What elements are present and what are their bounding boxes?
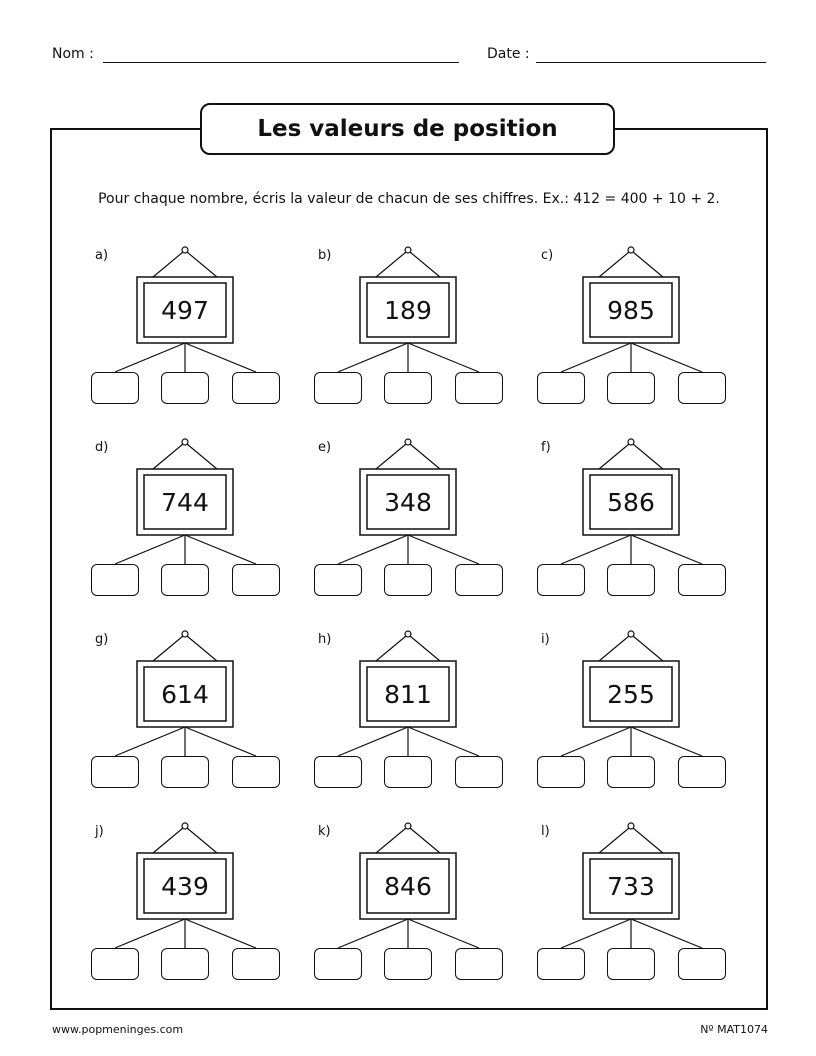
- item-label: l): [541, 824, 550, 839]
- hundreds-answer-box[interactable]: [91, 564, 139, 596]
- number-value: 439: [161, 871, 209, 901]
- units-answer-box[interactable]: [455, 756, 503, 788]
- units-answer-box[interactable]: [678, 372, 726, 404]
- item-label: f): [541, 440, 551, 455]
- units-answer-box[interactable]: [455, 564, 503, 596]
- place-value-item: [526, 624, 726, 794]
- item-label: i): [541, 632, 550, 647]
- number-value: 189: [384, 295, 432, 325]
- tens-answer-box[interactable]: [161, 564, 209, 596]
- website-link: www.popmeninges.com: [52, 1023, 184, 1036]
- units-answer-box[interactable]: [678, 756, 726, 788]
- place-value-item: [526, 816, 726, 986]
- number-value: 255: [607, 679, 655, 709]
- hundreds-answer-box[interactable]: [314, 372, 362, 404]
- place-value-item: [303, 816, 503, 986]
- name-field[interactable]: [103, 62, 459, 63]
- place-value-item: [303, 624, 503, 794]
- name-label: Nom :: [52, 46, 94, 62]
- units-answer-box[interactable]: [232, 948, 280, 980]
- tens-answer-box[interactable]: [607, 372, 655, 404]
- hundreds-answer-box[interactable]: [537, 372, 585, 404]
- units-answer-box[interactable]: [232, 564, 280, 596]
- tens-answer-box[interactable]: [607, 564, 655, 596]
- number-value: 497: [161, 295, 209, 325]
- date-field[interactable]: [536, 62, 766, 63]
- number-value: 614: [161, 679, 209, 709]
- hundreds-answer-box[interactable]: [91, 372, 139, 404]
- hundreds-answer-box[interactable]: [91, 948, 139, 980]
- number-value: 586: [607, 487, 655, 517]
- units-answer-box[interactable]: [455, 372, 503, 404]
- item-label: g): [95, 632, 109, 647]
- tens-answer-box[interactable]: [607, 948, 655, 980]
- item-label: b): [318, 248, 332, 263]
- place-value-item: [80, 240, 280, 410]
- place-value-item: [80, 816, 280, 986]
- tens-answer-box[interactable]: [161, 756, 209, 788]
- units-answer-box[interactable]: [678, 948, 726, 980]
- number-value: 733: [607, 871, 655, 901]
- hundreds-answer-box[interactable]: [314, 756, 362, 788]
- tens-answer-box[interactable]: [161, 372, 209, 404]
- number-value: 811: [384, 679, 432, 709]
- worksheet-title: Les valeurs de position: [200, 103, 615, 155]
- units-answer-box[interactable]: [232, 756, 280, 788]
- item-label: d): [95, 440, 109, 455]
- date-label: Date :: [487, 46, 530, 62]
- units-answer-box[interactable]: [232, 372, 280, 404]
- number-value: 846: [384, 871, 432, 901]
- tens-answer-box[interactable]: [607, 756, 655, 788]
- place-value-item: [303, 240, 503, 410]
- place-value-item: [80, 624, 280, 794]
- item-label: c): [541, 248, 554, 263]
- tens-answer-box[interactable]: [384, 372, 432, 404]
- place-value-item: [526, 432, 726, 602]
- item-label: a): [95, 248, 109, 263]
- hundreds-answer-box[interactable]: [537, 564, 585, 596]
- hundreds-answer-box[interactable]: [314, 564, 362, 596]
- number-value: 985: [607, 295, 655, 325]
- item-label: k): [318, 824, 331, 839]
- hundreds-answer-box[interactable]: [314, 948, 362, 980]
- item-label: h): [318, 632, 332, 647]
- units-answer-box[interactable]: [678, 564, 726, 596]
- tens-answer-box[interactable]: [161, 948, 209, 980]
- number-value: 744: [161, 487, 209, 517]
- place-value-item: [303, 432, 503, 602]
- tens-answer-box[interactable]: [384, 948, 432, 980]
- number-value: 348: [384, 487, 432, 517]
- tens-answer-box[interactable]: [384, 564, 432, 596]
- place-value-item: [80, 432, 280, 602]
- hundreds-answer-box[interactable]: [91, 756, 139, 788]
- item-label: j): [95, 824, 104, 839]
- item-label: e): [318, 440, 332, 455]
- hundreds-answer-box[interactable]: [537, 948, 585, 980]
- tens-answer-box[interactable]: [384, 756, 432, 788]
- instructions: Pour chaque nombre, écris la valeur de chacun de ses chiffres. Ex.: 412 = 400 + 10 + 2.: [98, 191, 720, 207]
- hundreds-answer-box[interactable]: [537, 756, 585, 788]
- worksheet-code: Nº MAT1074: [700, 1023, 768, 1036]
- place-value-item: [526, 240, 726, 410]
- units-answer-box[interactable]: [455, 948, 503, 980]
